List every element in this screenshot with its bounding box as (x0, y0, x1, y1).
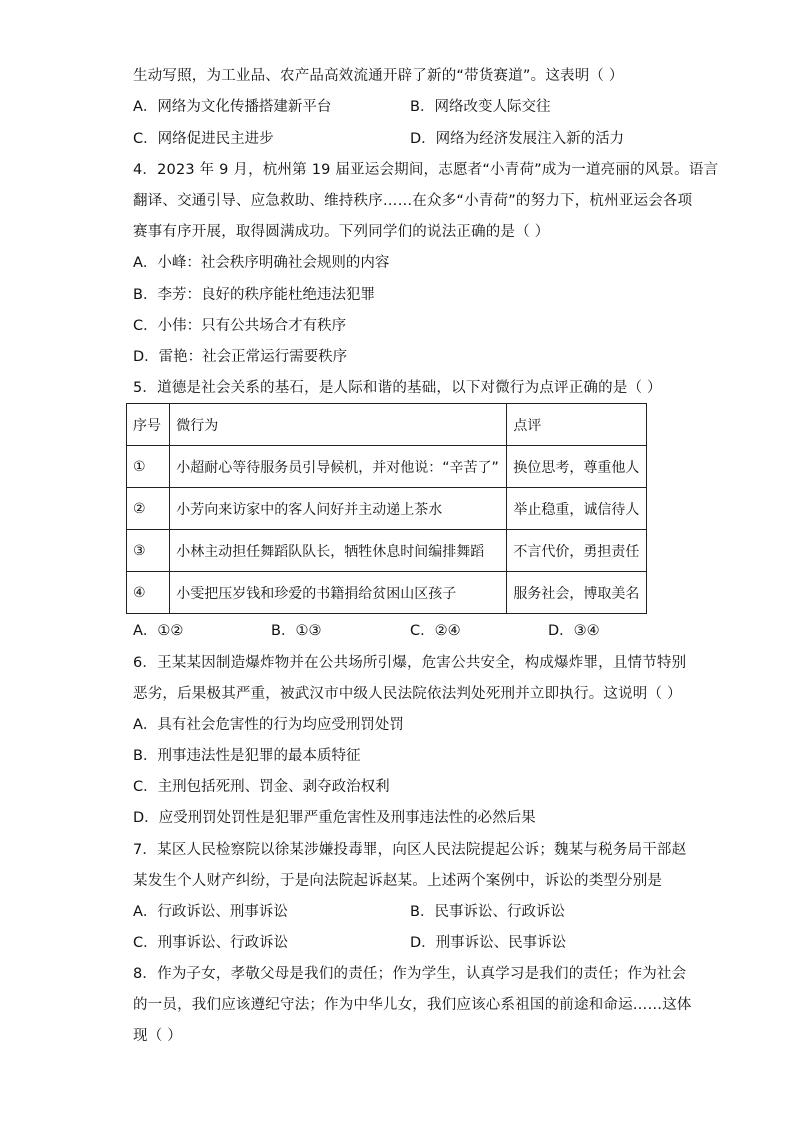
q5-option-a: A．①② (133, 623, 184, 639)
q7-option-b: B．民事诉讼、行政诉讼 (410, 904, 565, 920)
q5-option-d: D．③④ (548, 623, 600, 639)
q4-stem-line-2: 翻译、交通引导、应急救助、维持秩序……在众多“小青荷”的努力下，杭州亚运会各项 (133, 193, 693, 209)
row-index: ① (127, 446, 170, 488)
q7-option-d: D．刑事诉讼、民事诉讼 (410, 935, 567, 951)
header-comment: 点评 (507, 404, 647, 446)
row-behavior: 小雯把压岁钱和珍爱的书籍捐给贫困山区孩子 (170, 572, 507, 614)
q7-option-c: C．刑事诉讼、行政诉讼 (133, 935, 289, 951)
row-comment: 换位思考，尊重他人 (507, 446, 647, 488)
row-index: ③ (127, 530, 170, 572)
q3-option-a: A．网络为文化传播搭建新平台 (133, 99, 332, 115)
q4-stem-line-3: 赛事有序开展，取得圆满成功。下列同学们的说法正确的是（ ） (133, 224, 550, 240)
row-comment: 不言代价，勇担责任 (507, 530, 647, 572)
row-index: ② (127, 488, 170, 530)
q5-table (126, 403, 647, 614)
q3-option-b: B．网络改变人际交往 (410, 99, 551, 115)
q6-option-a: A．具有社会危害性的行为均应受刑罚处罚 (133, 717, 404, 733)
row-behavior: 小超耐心等待服务员引导候机，并对他说：“辛苦了” (170, 446, 507, 488)
q8-stem-line-3: 现（ ） (133, 1028, 182, 1044)
q3-stem: 生动写照，为工业品、农产品高效流通开辟了新的“带货赛道”。这表明（ ） (133, 68, 624, 84)
header-index: 序号 (127, 404, 170, 446)
table-row (127, 446, 647, 488)
q4-option-d: D．雷艳：社会正常运行需要秩序 (133, 349, 348, 365)
row-behavior: 小林主动担任舞蹈队队长，牺牲休息时间编排舞蹈 (170, 530, 507, 572)
q8-stem-line-2: 的一员，我们应该遵纪守法；作为中华儿女，我们应该心系祖国的前途和命运……这体 (133, 997, 692, 1013)
q3-option-d: D．网络为经济发展注入新的活力 (410, 131, 625, 147)
table-row (127, 530, 647, 572)
row-comment: 服务社会，博取美名 (507, 572, 647, 614)
table-header-row (127, 404, 647, 446)
q3-option-c: C．网络促进民主进步 (133, 131, 274, 147)
q5-stem: 5．道德是社会关系的基石，是人际和谐的基础，以下对微行为点评正确的是（ ） (133, 380, 662, 396)
q6-option-d: D．应受刑罚处罚性是犯罪严重危害性及刑事违法性的必然后果 (133, 810, 536, 826)
table-row (127, 572, 647, 614)
q8-stem-line-1: 8．作为子女，孝敬父母是我们的责任；作为学生，认真学习是我们的责任；作为社会 (133, 966, 687, 982)
q6-stem-line-2: 恶劣，后果极其严重，被武汉市中级人民法院依法判处死刑并立即执行。这说明（ ） (133, 686, 682, 702)
header-behavior: 微行为 (170, 404, 507, 446)
q6-option-b: B．刑事违法性是犯罪的最本质特征 (133, 748, 361, 764)
table-row (127, 488, 647, 530)
q4-option-b: B．李芳：良好的秩序能杜绝违法犯罪 (133, 287, 375, 303)
q7-stem-line-2: 某发生个人财产纠纷，于是向法院起诉赵某。上述两个案例中，诉讼的类型分别是 (133, 873, 663, 889)
q4-option-a: A．小峰：社会秩序明确社会规则的内容 (133, 255, 390, 271)
q4-stem-line-1: 4．2023 年 9 月，杭州第 19 届亚运会期间，志愿者“小青荷”成为一道亮丽的风景。语言 (133, 162, 719, 178)
q7-option-a: A．行政诉讼、刑事诉讼 (133, 904, 288, 920)
q6-stem-line-1: 6．王某某因制造爆炸物并在公共场所引爆，危害公共安全，构成爆炸罪，且情节特别 (133, 655, 687, 671)
q6-option-c: C．主刑包括死刑、罚金、剥夺政治权利 (133, 779, 390, 795)
row-index: ④ (127, 572, 170, 614)
q5-option-c: C．②④ (410, 623, 461, 639)
q5-option-b: B．①③ (271, 623, 322, 639)
q4-option-c: C．小伟：只有公共场合才有秩序 (133, 318, 347, 334)
row-comment: 举止稳重，诚信待人 (507, 488, 647, 530)
q7-stem-line-1: 7．某区人民检察院以徐某涉嫌投毒罪，向区人民法院提起公诉；魏某与税务局干部赵 (133, 842, 687, 858)
row-behavior: 小芳向来访家中的客人问好并主动递上茶水 (170, 488, 507, 530)
